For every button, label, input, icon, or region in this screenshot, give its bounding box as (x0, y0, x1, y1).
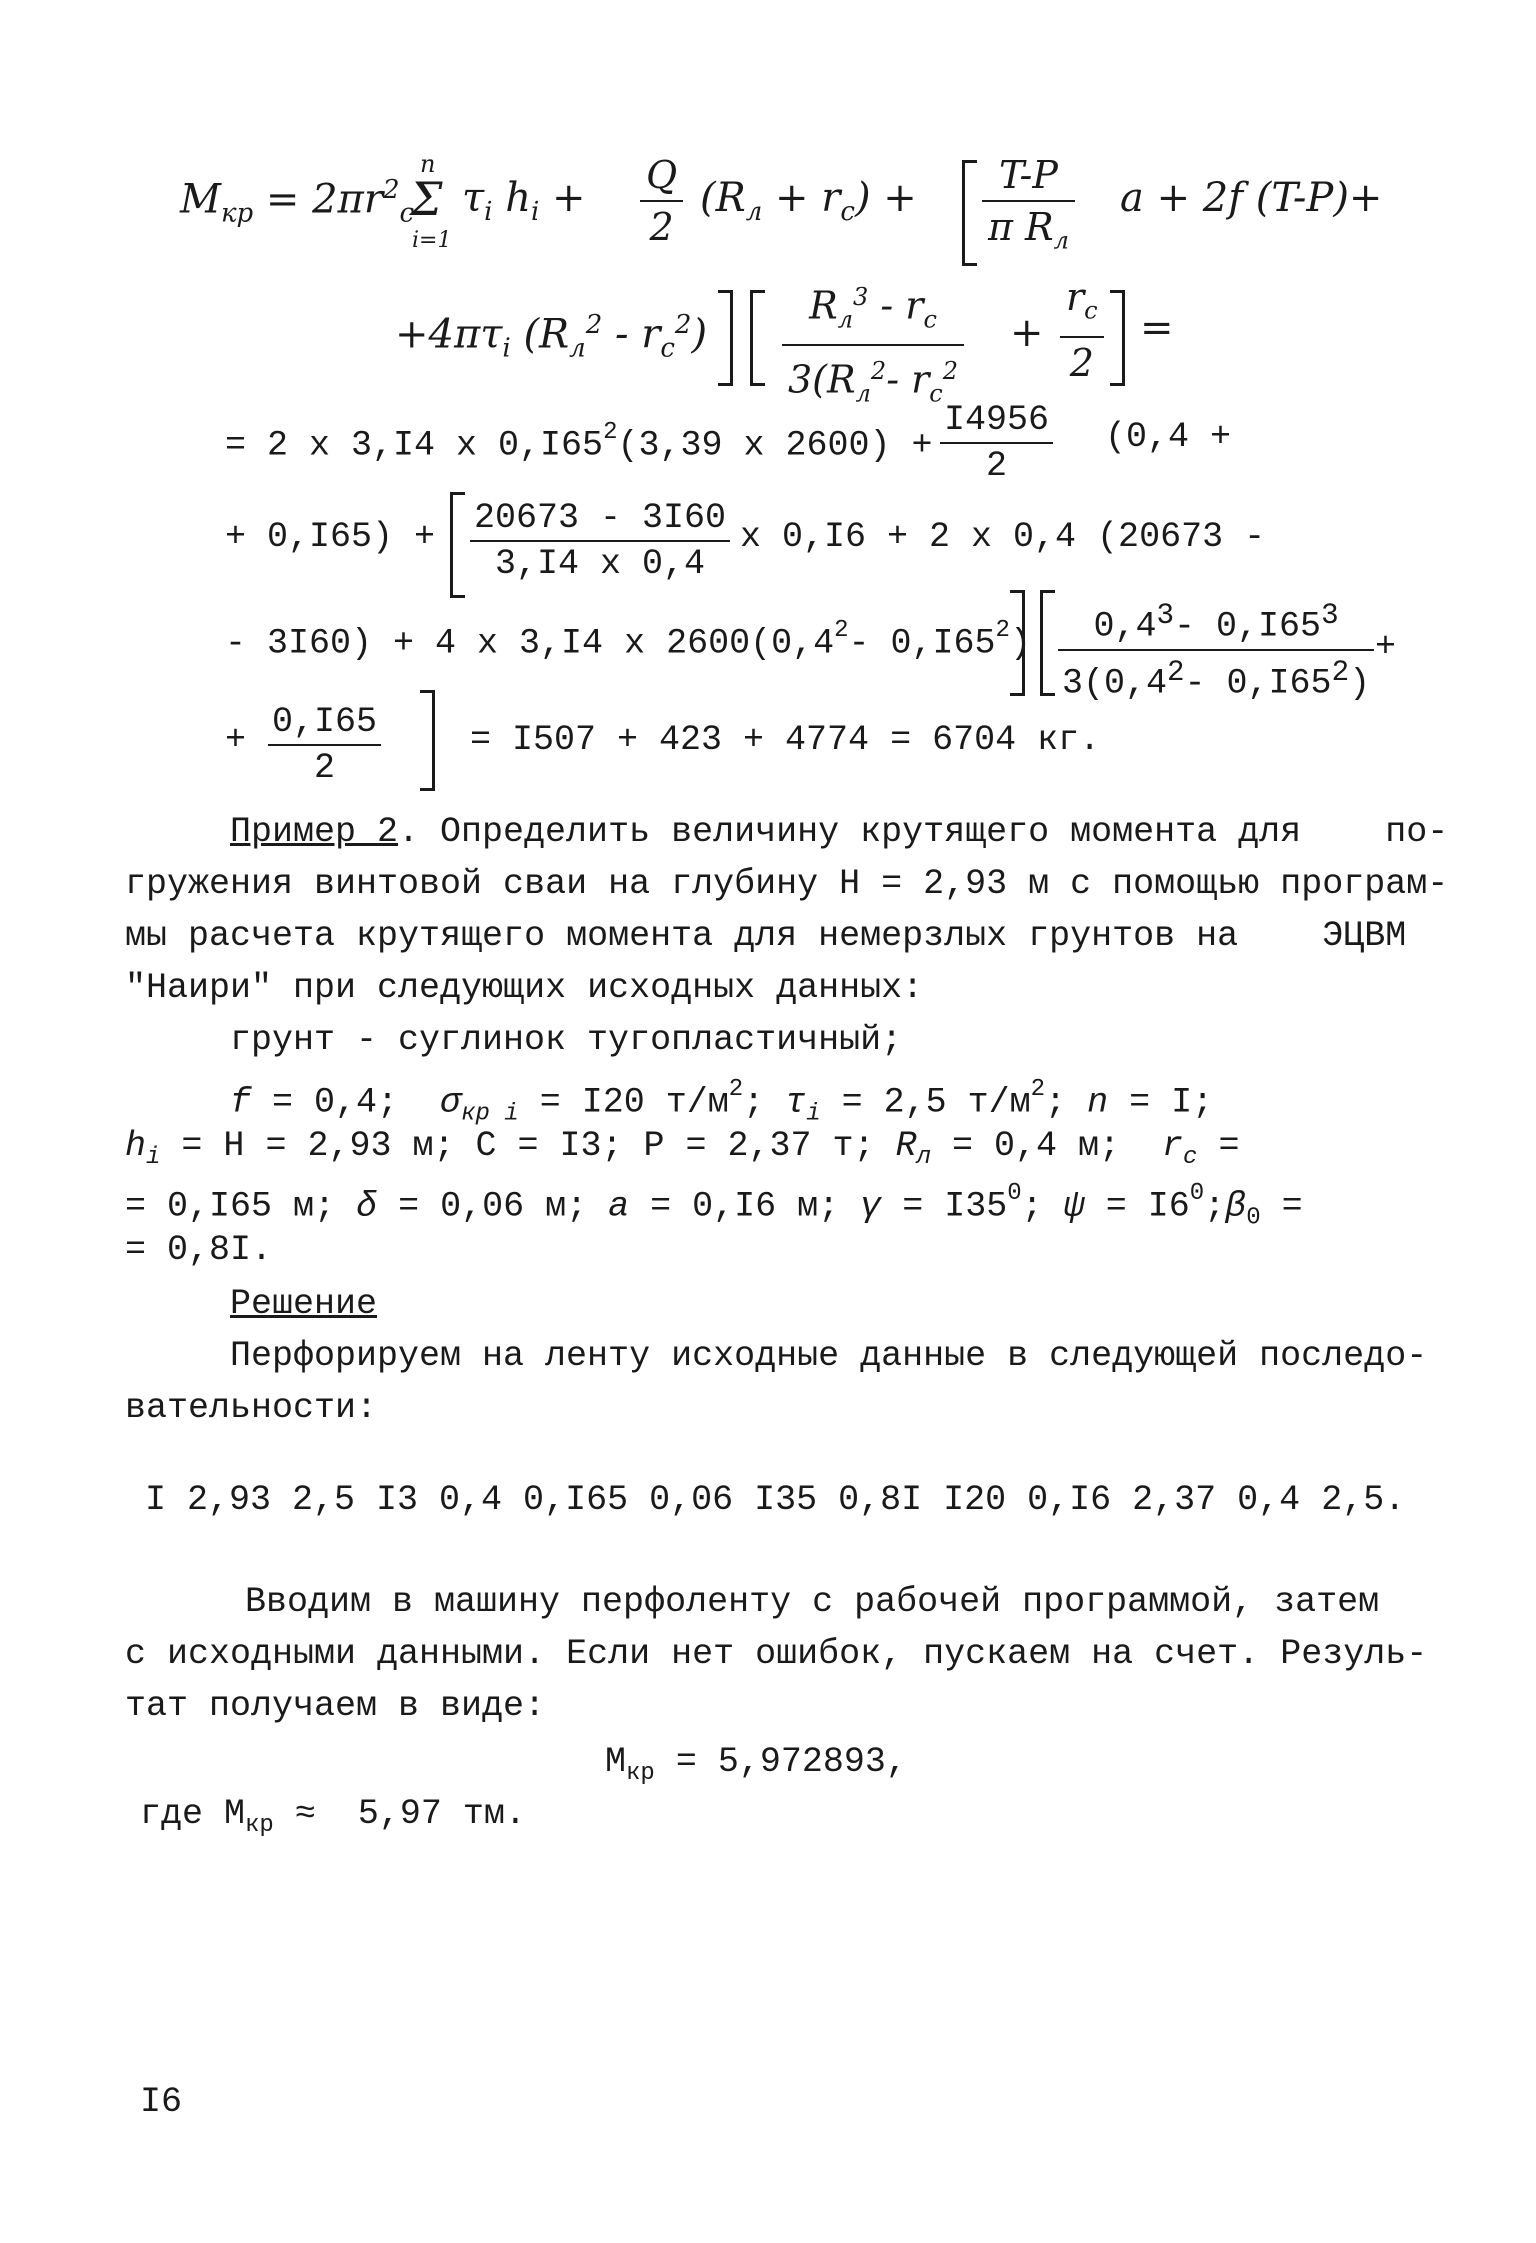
formula-line-1-r: $(R_л + r_c)$ + (700, 175, 917, 227)
formula-line-2-plus: + (1010, 310, 1044, 356)
fraction-rc-over-2: $\frac{r_c}{2}$ (1060, 272, 1104, 388)
bracket-left-3 (450, 492, 465, 598)
example-paragraph-line-2: гружения винтовой сваи на глубину H = 2,93 м с помощью програм- (125, 864, 1449, 904)
calc-line-4-end: x 0,I6 + 2 x 0,4 (20673 - (740, 517, 1266, 557)
solution-line-3: Вводим в машину перфоленту с рабочей программой, затем (245, 1582, 1380, 1622)
sum-sign: Σ (410, 172, 443, 226)
calc-result: = I507 + 423 + 4774 = 6704 кг. (470, 720, 1101, 760)
formula-line-1-end: a + 2f (T-P)+ (1120, 175, 1383, 221)
bracket-left-4 (1040, 590, 1055, 696)
bracket-left-2 (750, 290, 765, 386)
fraction-0165-over-2: $\frac{0,I65}{2}$ (268, 700, 381, 790)
solution-line-2: вательности: (125, 1388, 378, 1428)
parameters-line-1: f = 0,4; $\sigma_{кр i} = I20$ $т/м^2$; $\tau_i = 2,5$ $т/м^2$; n = I; (230, 1076, 1214, 1128)
fraction-t-minus-p: T-P π $R_л$ (982, 150, 1075, 266)
soil-type-line: грунт - суглинок тугопластичный; (230, 1020, 903, 1060)
solution-line-5: тат получаем в виде: (125, 1686, 546, 1726)
page-number: I6 (140, 2082, 183, 2122)
sum-upper-limit: n (420, 150, 436, 178)
solution-heading: Решение (230, 1284, 378, 1324)
formula-line-2: $+4\pi\tau_i$ $(R_л^2 - r_c^2)$ (395, 310, 708, 364)
parameters-line-3: = 0,I65 м; δ = 0,06 м; a = 0,I6 м; $\gamma = I35^0$; $\psi = I6^0;\beta_0$ = (125, 1180, 1303, 1232)
sum-lower-limit: i=1 (412, 228, 452, 253)
calc-line-3: = 2 x 3,I4 x $0,I65^2(3,39$ x 2600) + (225, 419, 933, 466)
calc-line-3-end: (0,4 + (1105, 417, 1232, 457)
bracket-right-3 (1010, 590, 1025, 696)
fraction-20673: $\frac{20673 - 3I60}{3,I4 x 0,4}$ (470, 496, 730, 586)
formula-line-1: $M_{кр} = 2\pi r^2_c$ (180, 175, 415, 229)
bracket-right (718, 290, 733, 386)
bracket-right-2 (1110, 290, 1125, 386)
example-paragraph-line-3: мы расчета крутящего момента для немерзлых грунтов на ЭЦВМ (125, 916, 1407, 956)
solution-line-1: Перфорируем на ленту исходные данные в следующей последо- (230, 1336, 1428, 1376)
fraction-q-over-2: $\frac{Q}{2}$ (640, 150, 683, 252)
solution-line-4: с исходными данными. Если нет ошибок, пускаем на счет. Резуль- (125, 1634, 1428, 1674)
calc-line-5: - 3I60) + 4 x 3,I4 x $2600(0,4^2-$ $0,I65^2$) (225, 617, 1031, 664)
fraction-cubes: $\frac{0,4^3- 0,I65^3}{3(0,4^2- 0,I65^2)}$ (1058, 594, 1374, 705)
bracket-left (962, 160, 977, 266)
example-paragraph-line-4: "Наири" при следующих исходных данных: (125, 968, 924, 1008)
formula-line-2-equals: = (1140, 305, 1174, 351)
parameters-line-2: $h_i = H = 2,93$ м; C = I3; P = 2,37 т; $R_л = 0,4$ м; $r_c$ = (125, 1126, 1240, 1171)
calc-line-5-plus: + (1375, 627, 1397, 667)
fraction-14956: $\frac{I4956}{2}$ (940, 398, 1053, 488)
result-output: $M_{кр} = 5,972893$, (605, 1742, 907, 1787)
formula-line-1-tau-h: $\tau_i$ $h_i$ + (462, 175, 586, 227)
input-data-sequence: I 2,93 2,5 I3 0,4 0,I65 0,06 I35 0,8I I20 0,I6 2,37 0,4 2,5. (145, 1480, 1406, 1520)
calc-line-4: + 0,I65) + (225, 517, 436, 557)
fraction-r-cubed: $R_л^3 - r_c$ $3(R_л^2-$ $r_c^2$ (782, 272, 964, 419)
example-paragraph-line-1: Пример 2. Определить величину крутящего момента для по- (230, 812, 1449, 852)
parameters-line-4: = 0,8I. (125, 1230, 273, 1270)
bracket-right-4 (420, 690, 435, 791)
final-result: где $M_{кр} \approx 5,97$ тм. (140, 1794, 526, 1839)
calc-line-6: + (225, 720, 247, 760)
